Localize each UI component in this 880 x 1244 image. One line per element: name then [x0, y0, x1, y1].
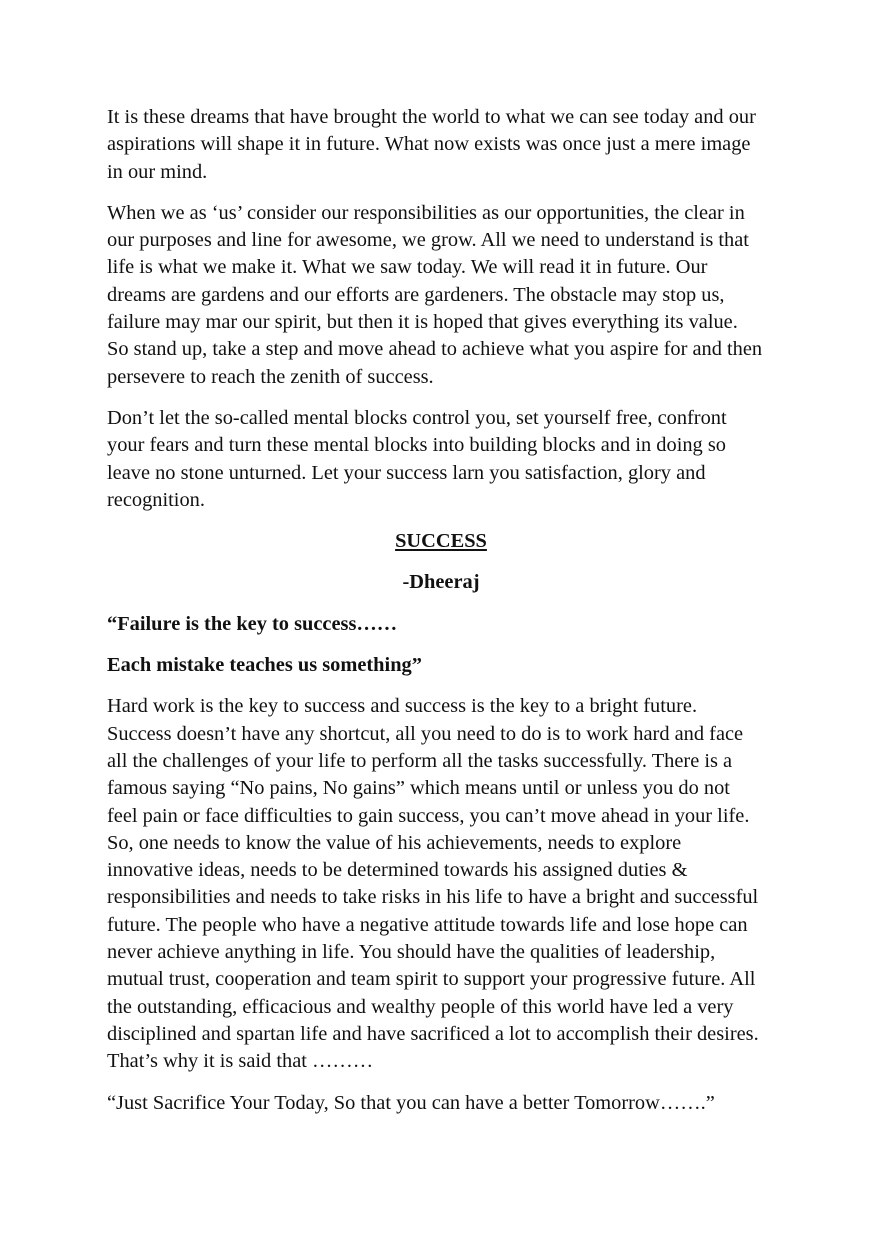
section-title: SUCCESS — [395, 530, 487, 553]
intro-paragraph-1: It is these dreams that have brought the world to what we can see today and our aspirations will shape it in future. What now exists was once just a mere image in our mind. — [107, 106, 756, 183]
intro-paragraph-3: Don’t let the so-called mental blocks control you, set yourself free, confront your fears and turn these mental blocks into building blocks and in doing so leave no stone unturned. Let your success larn you satisfaction, glory and recognition. — [107, 406, 727, 511]
author-name: -Dheeraj — [402, 571, 480, 594]
quote-line-2: Each mistake teaches us something” — [107, 654, 422, 677]
quote-line-1: “Failure is the key to success…… — [107, 612, 398, 635]
body-paragraph: Hard work is the key to success and success is the key to a bright future. Success doesn’t have any shortcut, all you need to do is to work hard and face all the challenges of your life to perform all the tasks successfully. There is a famous saying “No pains, No gains” which means until or unless you do not feel pain or face difficulties to gain success, you can’t move ahead in your life. So, one needs to know the value of his achievements, needs to explore innovative ideas, needs to be determined towards his assigned duties & responsibilities and needs to take risks in his life to have a bright and successful future. The people who have a negative attitude towards life and lose hope can never achieve anything in life. You should have the qualities of leadership, mutual trust, cooperation and team spirit to support your progressive future. All the outstanding, efficacious and wealthy people of this world have led a very disciplined and spartan life and have sacrificed a lot to accomplish their desires. That’s why it is said that ……… — [107, 695, 759, 1073]
document-page — [107, 104, 775, 1131]
intro-paragraph-2: When we as ‘us’ consider our responsibilities as our opportunities, the clear in our purposes and line for awesome, we grow. All we need to understand is that life is what we make it. What we saw today. We will read it in future. Our dreams are gardens and our efforts are gardeners. The obstacle may stop us, failure may mar our spirit, but then it is hoped that gives everything its value. So stand up, take a step and move ahead to achieve what you aspire for and then persevere to reach the zenith of success. — [107, 201, 763, 388]
closing-quote: “Just Sacrifice Your Today, So that you can have a better Tomorrow…….” — [107, 1091, 715, 1114]
